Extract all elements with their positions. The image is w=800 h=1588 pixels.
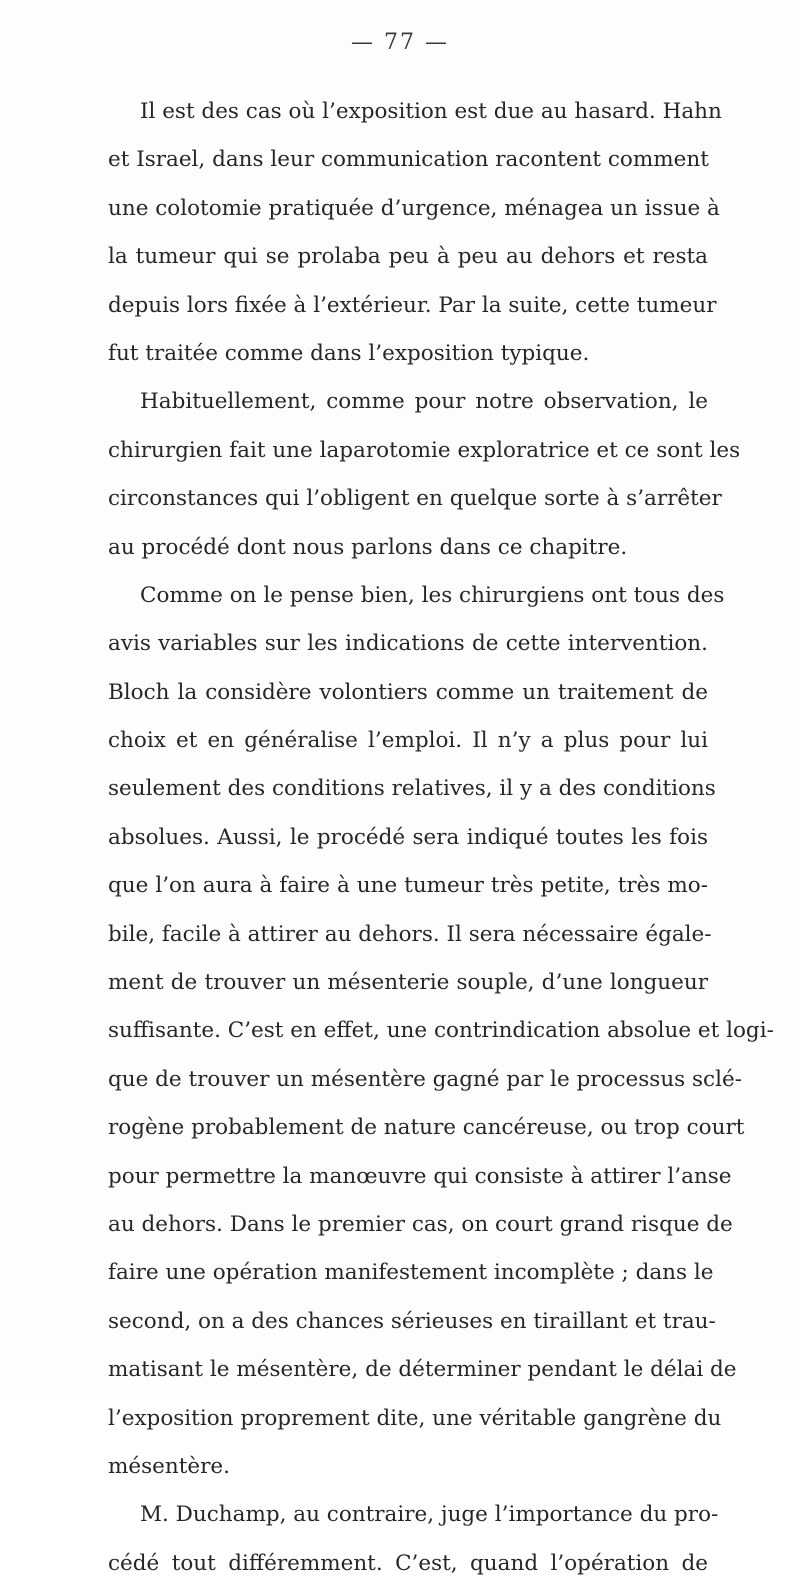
body-text xyxy=(108,88,774,1588)
text-line: depuis lors fixée à l’extérieur. Par la suite, cette tumeur xyxy=(108,292,717,318)
text-line: M. Duchamp, au contraire, juge l’importance du pro- xyxy=(140,1502,719,1528)
text-line: Habituellement, comme pour notre observation, le xyxy=(140,389,708,415)
text-line: mésentère. xyxy=(108,1453,230,1479)
text-line: absolues. Aussi, le procédé sera indiqué toutes les fois xyxy=(108,824,708,850)
text-line: matisant le mésentère, de déterminer pendant le délai de xyxy=(108,1357,737,1383)
text-line: l’exposition proprement dite, une véritable gangrène du xyxy=(108,1405,722,1431)
text-line: au dehors. Dans le premier cas, on court grand risque de xyxy=(108,1211,733,1237)
text-line: second, on a des chances sérieuses en tiraillant et trau- xyxy=(108,1308,716,1334)
text-line: seulement des conditions relatives, il y a des conditions xyxy=(108,776,716,802)
text-line: fut traitée comme dans l’exposition typique. xyxy=(108,340,590,366)
text-line: que l’on aura à faire à une tumeur très petite, très mo- xyxy=(108,873,708,899)
text-line: avis variables sur les indications de cette intervention. xyxy=(108,631,708,657)
text-line: cédé tout différemment. C’est, quand l’opération de xyxy=(108,1550,708,1576)
text-line: Bloch la considère volontiers comme un traitement de xyxy=(108,679,708,705)
text-line: faire une opération manifestement incomplète ; dans le xyxy=(108,1260,714,1286)
text-line: rogène probablement de nature cancéreuse, ou trop court xyxy=(108,1115,745,1141)
text-line: et Israel, dans leur communication racontent comment xyxy=(108,147,709,173)
text-line: une colotomie pratiquée d’urgence, ménagea un issue à xyxy=(108,195,720,221)
text-line: pour permettre la manœuvre qui consiste à attirer l’anse xyxy=(108,1163,732,1189)
text-line: Comme on le pense bien, les chirurgiens ont tous des xyxy=(140,582,725,608)
text-line: chirurgien fait une laparotomie exploratrice et ce sont les xyxy=(108,437,741,463)
text-line: bile, facile à attirer au dehors. Il sera nécessaire égale- xyxy=(108,921,712,947)
text-line: ment de trouver un mésenterie souple, d’une longueur xyxy=(108,970,708,996)
text-line: suffisante. C’est en effet, une contrindication absolue et logi- xyxy=(108,1018,774,1044)
text-line: choix et en généralise l’emploi. Il n’y a plus pour lui xyxy=(108,728,708,754)
text-line: que de trouver un mésentère gagné par le processus sclé- xyxy=(108,1066,742,1092)
text-line: circonstances qui l’obligent en quelque sorte à s’arrêter xyxy=(108,486,722,512)
text-line: la tumeur qui se prolaba peu à peu au dehors et resta xyxy=(108,244,708,270)
page-number: — 77 — xyxy=(351,30,449,55)
text-line: au procédé dont nous parlons dans ce chapitre. xyxy=(108,534,628,560)
text-line: Il est des cas où l’exposition est due au hasard. Hahn xyxy=(140,99,722,124)
